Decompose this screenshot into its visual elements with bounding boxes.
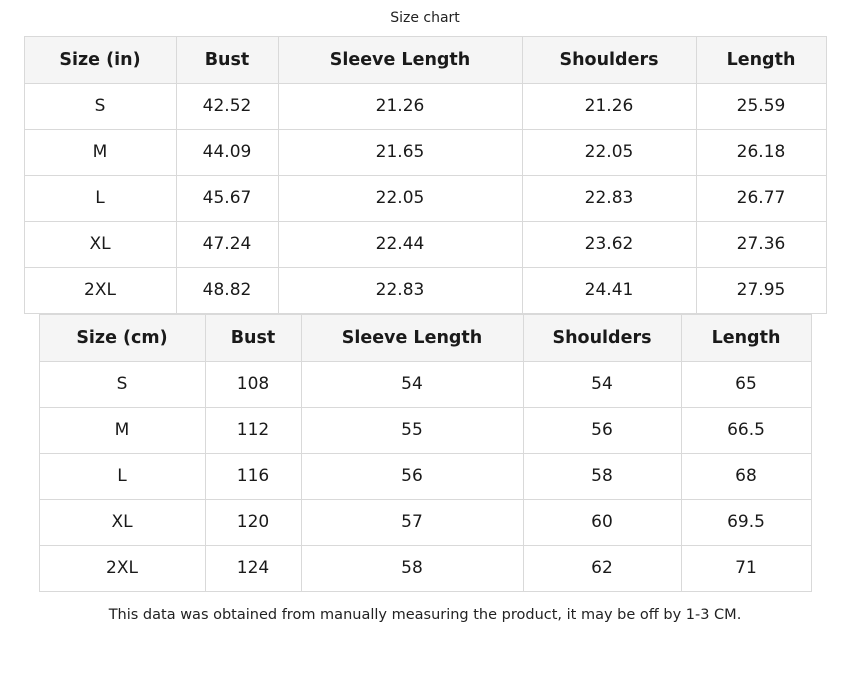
cell-size: XL xyxy=(24,221,176,267)
cell-shoulders: 22.05 xyxy=(522,129,696,175)
column-header-length: Length xyxy=(681,314,811,361)
inches-size-table xyxy=(24,36,827,314)
cell-length: 27.95 xyxy=(696,267,826,313)
cell-bust: 44.09 xyxy=(176,129,278,175)
cell-bust: 120 xyxy=(205,499,301,545)
cell-length: 69.5 xyxy=(681,499,811,545)
column-header-sleeve-length: Sleeve Length xyxy=(301,314,523,361)
cell-bust: 112 xyxy=(205,407,301,453)
table-row xyxy=(24,129,826,175)
cell-shoulders: 62 xyxy=(523,545,681,591)
cell-length: 66.5 xyxy=(681,407,811,453)
table-row xyxy=(24,267,826,313)
cell-shoulders: 24.41 xyxy=(522,267,696,313)
table-row xyxy=(39,545,811,591)
cell-length: 26.18 xyxy=(696,129,826,175)
cell-bust: 47.24 xyxy=(176,221,278,267)
page-title: Size chart xyxy=(390,10,460,26)
cell-shoulders: 21.26 xyxy=(522,83,696,129)
cell-sleeve-length: 58 xyxy=(301,545,523,591)
cell-sleeve-length: 57 xyxy=(301,499,523,545)
column-header-shoulders: Shoulders xyxy=(523,314,681,361)
cell-shoulders: 54 xyxy=(523,361,681,407)
cell-shoulders: 23.62 xyxy=(522,221,696,267)
cell-length: 25.59 xyxy=(696,83,826,129)
cell-size: S xyxy=(39,361,205,407)
cell-sleeve-length: 21.65 xyxy=(278,129,522,175)
table-row xyxy=(39,499,811,545)
cell-shoulders: 60 xyxy=(523,499,681,545)
column-header-shoulders: Shoulders xyxy=(522,36,696,83)
cell-sleeve-length: 22.83 xyxy=(278,267,522,313)
column-header-sleeve-length: Sleeve Length xyxy=(278,36,522,83)
column-header-size: Size (in) xyxy=(24,36,176,83)
cell-length: 65 xyxy=(681,361,811,407)
cell-bust: 42.52 xyxy=(176,83,278,129)
table-row xyxy=(39,361,811,407)
cell-sleeve-length: 22.44 xyxy=(278,221,522,267)
cell-bust: 116 xyxy=(205,453,301,499)
table-header-row xyxy=(39,314,811,361)
cell-size: S xyxy=(24,83,176,129)
cell-size: 2XL xyxy=(39,545,205,591)
cell-bust: 124 xyxy=(205,545,301,591)
column-header-bust: Bust xyxy=(205,314,301,361)
cell-length: 26.77 xyxy=(696,175,826,221)
cell-bust: 108 xyxy=(205,361,301,407)
cell-shoulders: 58 xyxy=(523,453,681,499)
table-row xyxy=(24,83,826,129)
table-header-row xyxy=(24,36,826,83)
column-header-length: Length xyxy=(696,36,826,83)
cell-sleeve-length: 55 xyxy=(301,407,523,453)
measurement-disclaimer: This data was obtained from manually measuring the product, it may be off by 1-3 CM. xyxy=(108,606,742,623)
cell-length: 71 xyxy=(681,545,811,591)
cell-size: L xyxy=(24,175,176,221)
cell-length: 27.36 xyxy=(696,221,826,267)
cell-sleeve-length: 56 xyxy=(301,453,523,499)
cell-sleeve-length: 22.05 xyxy=(278,175,522,221)
cell-size: XL xyxy=(39,499,205,545)
cell-sleeve-length: 21.26 xyxy=(278,83,522,129)
cell-length: 68 xyxy=(681,453,811,499)
cell-shoulders: 56 xyxy=(523,407,681,453)
column-header-bust: Bust xyxy=(176,36,278,83)
cell-size: M xyxy=(24,129,176,175)
cell-size: 2XL xyxy=(24,267,176,313)
cell-bust: 48.82 xyxy=(176,267,278,313)
cell-sleeve-length: 54 xyxy=(301,361,523,407)
table-row xyxy=(24,221,826,267)
table-row xyxy=(39,453,811,499)
centimeters-size-table xyxy=(39,314,812,592)
cell-size: M xyxy=(39,407,205,453)
table-row xyxy=(39,407,811,453)
cell-size: L xyxy=(39,453,205,499)
cell-shoulders: 22.83 xyxy=(522,175,696,221)
cell-bust: 45.67 xyxy=(176,175,278,221)
table-row xyxy=(24,175,826,221)
column-header-size: Size (cm) xyxy=(39,314,205,361)
